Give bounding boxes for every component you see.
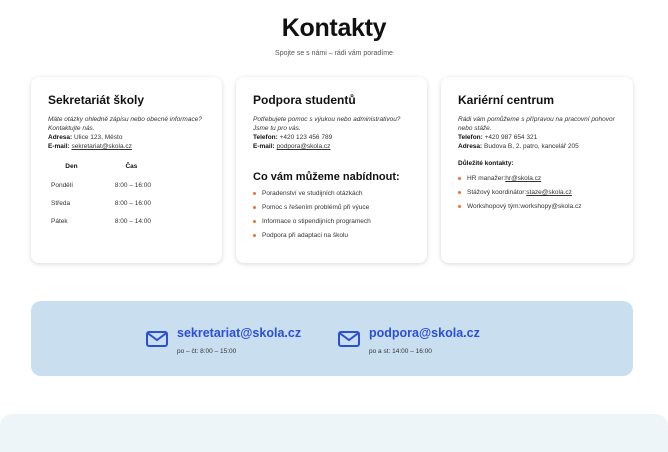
contacts-list <box>458 174 616 211</box>
contact-band <box>31 301 633 376</box>
table-row <box>48 213 168 231</box>
secretariat-description: Máte otázky ohledně zápisu nebo obecné informace? Kontaktujte nás. <box>48 116 202 132</box>
secretariat-title: Sekretariát školy <box>48 93 145 107</box>
bullet-icon <box>253 192 256 195</box>
address-value: Budova B, 2. patro, kancelář 205 <box>482 143 579 150</box>
table-row <box>48 195 168 213</box>
contact-email-link[interactable]: staze@skola.cz <box>526 189 572 196</box>
list-item-label: Informace o stipendijních programech <box>262 218 371 225</box>
address-label: Adresa: <box>48 134 73 141</box>
list-item <box>458 188 616 197</box>
career-phone <box>458 133 616 142</box>
bullet-icon <box>458 205 461 208</box>
secretariat-email <box>48 142 205 151</box>
address-label: Adresa: <box>458 143 483 150</box>
contacts-heading: Důležité kontakty: <box>458 160 514 167</box>
phone-value: +420 987 654 321 <box>482 134 538 141</box>
bullet-icon <box>458 177 461 180</box>
table-row <box>48 177 168 195</box>
student-support-card <box>236 77 427 263</box>
table-header-row <box>48 160 168 177</box>
contact-item-secretariat <box>146 326 301 355</box>
day-column-header: Den <box>65 163 78 170</box>
list-item-label: Poradenství ve studijních otázkách <box>262 190 363 197</box>
contact-hours: po a st: 14:00 – 16:00 <box>369 348 432 355</box>
contact-email-link[interactable]: hr@skola.cz <box>505 175 542 182</box>
email-label: E-mail: <box>253 143 275 150</box>
support-email-link[interactable]: podpora@skola.cz <box>276 143 331 150</box>
contact-hours: po – čt: 8:00 – 15:00 <box>177 348 237 355</box>
contact-email-text: workshopy@skola.cz <box>520 203 582 210</box>
day-cell: Pátek <box>51 218 68 225</box>
support-email <box>253 142 410 151</box>
day-cell: Středa <box>51 200 71 207</box>
email-label: E-mail: <box>48 143 70 150</box>
career-center-card <box>441 77 633 263</box>
career-description: Rádi vám pomůžeme s přípravou na pracovní pohovor nebo stáže. <box>458 116 615 132</box>
secretariat-card <box>31 77 222 263</box>
list-item <box>253 217 410 226</box>
phone-value: +420 123 456 789 <box>277 134 333 141</box>
time-cell: 8:00 – 14:00 <box>114 218 151 225</box>
contact-label: Workshopový tým: <box>467 203 521 210</box>
contact-email-link[interactable]: podpora@skola.cz <box>369 326 480 340</box>
time-column-header: Čas <box>125 163 138 170</box>
office-hours-table <box>48 160 168 231</box>
support-phone <box>253 133 410 142</box>
address-value: Ulice 123, Město <box>72 134 123 141</box>
day-cell: Pondělí <box>51 182 74 189</box>
offer-heading: Co vám můžeme nabídnout: <box>253 171 400 183</box>
list-item <box>253 189 410 198</box>
phone-label: Telefon: <box>253 134 278 141</box>
offer-list <box>253 189 410 240</box>
mail-icon <box>338 331 360 347</box>
bullet-icon <box>253 206 256 209</box>
time-cell: 8:00 – 16:00 <box>114 182 151 189</box>
list-item <box>458 174 616 183</box>
bullet-icon <box>253 234 256 237</box>
support-title: Podpora studentů <box>253 93 356 107</box>
secretariat-email-link[interactable]: sekretariat@skola.cz <box>71 143 132 150</box>
secretariat-address <box>48 133 205 142</box>
bullet-icon <box>253 220 256 223</box>
list-item <box>458 202 616 211</box>
list-item <box>253 231 410 240</box>
page-subtitle: Spojte se s námi – rádi vám poradíme <box>275 50 393 57</box>
phone-label: Telefon: <box>458 134 483 141</box>
career-title: Kariérní centrum <box>458 93 555 107</box>
support-description: Potřebujete pomoc s výukou nebo administrativou? Jsme tu pro vás. <box>253 116 401 132</box>
contact-label: HR manažer: <box>467 175 506 182</box>
time-cell: 8:00 – 16:00 <box>114 200 151 207</box>
list-item-label: Pomoc s řešením problémů při výuce <box>262 204 370 211</box>
page-title: Kontakty <box>281 14 387 42</box>
contact-item-support <box>338 326 480 355</box>
career-address <box>458 142 616 151</box>
list-item-label: Podpora při adaptaci na školu <box>262 232 349 239</box>
mail-icon <box>146 331 168 347</box>
footer-section <box>0 414 668 452</box>
list-item <box>253 203 410 212</box>
contact-email-link[interactable]: sekretariat@skola.cz <box>177 326 302 340</box>
bullet-icon <box>458 191 461 194</box>
contact-label: Stážový koordinátor: <box>467 189 527 196</box>
